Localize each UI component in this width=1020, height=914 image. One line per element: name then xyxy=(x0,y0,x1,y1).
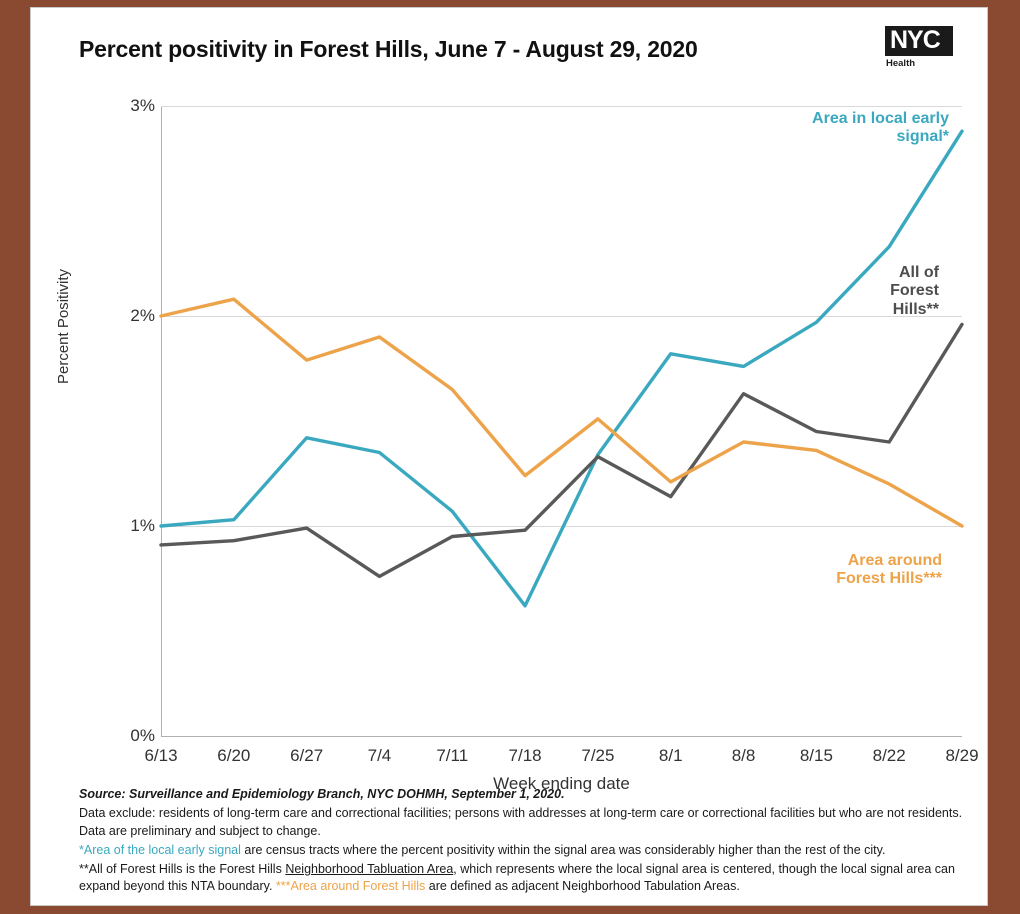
series-label-around-line2: Forest Hills*** xyxy=(836,570,942,588)
footnotes xyxy=(79,786,969,898)
frame-left-bar xyxy=(0,0,30,914)
x-axis-tick-label: 6/27 xyxy=(290,746,324,765)
frame-right-bar xyxy=(988,0,1020,914)
series-label-all-line2: Forest xyxy=(890,282,939,300)
footnote-double-star-b: , which represents where the local signal area is centered, though the local signal area can expand beyond this NTA boundary. xyxy=(79,862,955,894)
x-axis-tick-label: 6/20 xyxy=(217,746,251,765)
x-axis-tick-label: 7/11 xyxy=(436,746,469,765)
nyc-logo-mark: NYC xyxy=(885,26,953,56)
series-label-local-signal xyxy=(689,110,949,147)
x-axis-title: Week ending date xyxy=(493,774,630,793)
series-label-all-line3: Hills** xyxy=(892,300,939,318)
footnote-single-star-rest: are census tracts where the percent positivity within the signal area was considerably higher than the rest of the city. xyxy=(240,842,886,857)
footnote-single-star xyxy=(79,842,969,859)
series-label-local-signal-line1: Area in local early xyxy=(812,110,949,127)
nyc-health-logo xyxy=(885,26,963,69)
x-axis-tick-label: 8/29 xyxy=(945,746,979,765)
y-axis-tick-label: 1% xyxy=(130,516,155,535)
footnote-double-star xyxy=(79,861,969,896)
frame-bottom-bar xyxy=(0,906,1020,914)
page-title: Percent positivity in Forest Hills, June 7 - August 29, 2020 xyxy=(79,36,698,62)
footnote-nta-link[interactable]: Neighborhood Tabluation Area xyxy=(285,862,454,876)
x-axis-tick-label: 7/18 xyxy=(508,746,542,765)
footnote-exclusions: Data exclude: residents of long-term care and correctional facilities; persons with addresses at long-term care or correctional facilities but who are not residents. Data are preliminary and subject to change. xyxy=(79,806,963,838)
x-axis-tick-label: 7/4 xyxy=(367,746,392,765)
frame-top-bar xyxy=(0,0,1020,7)
y-axis-tick-label: 0% xyxy=(130,726,155,745)
x-axis-tick-label: 8/15 xyxy=(799,746,833,765)
y-axis-tick-label: 3% xyxy=(130,96,155,115)
slide-sheet xyxy=(30,7,988,906)
series-line xyxy=(161,324,962,576)
x-axis-tick-label: 8/22 xyxy=(872,746,906,765)
y-axis-title: Percent Positivity xyxy=(55,268,72,384)
footnote-source: Source: Surveillance and Epidemiology Branch, NYC DOHMH, September 1, 2020. xyxy=(79,787,565,801)
series-label-all-line1: All of xyxy=(899,264,939,281)
y-axis-tick-label: 2% xyxy=(130,306,155,325)
x-axis-tick-label: 7/25 xyxy=(581,746,615,765)
footnote-triple-star-colored: ***Area around Forest Hills xyxy=(275,879,426,894)
line-chart xyxy=(55,84,979,793)
plot-lines xyxy=(79,84,969,774)
series-label-around-line1: Area around xyxy=(847,552,942,569)
nyc-logo-sub: Health xyxy=(886,58,916,70)
footnote-single-star-colored: *Area of the local early signal xyxy=(79,842,241,857)
x-axis-tick-label: 8/8 xyxy=(731,746,756,765)
footnote-triple-star-rest: are defined as adjacent Neighborhood Tabulation Areas. xyxy=(425,879,740,894)
x-axis-tick-label: 6/13 xyxy=(144,746,178,765)
footnote-double-star-a: **All of Forest Hills is the Forest Hills xyxy=(79,862,286,876)
series-label-local-signal-line2: signal* xyxy=(896,128,949,146)
series-label-all-forest-hills xyxy=(779,264,939,319)
series-label-area-around xyxy=(699,552,942,589)
series-line xyxy=(161,131,962,606)
x-axis-tick-label: 8/1 xyxy=(658,746,683,765)
